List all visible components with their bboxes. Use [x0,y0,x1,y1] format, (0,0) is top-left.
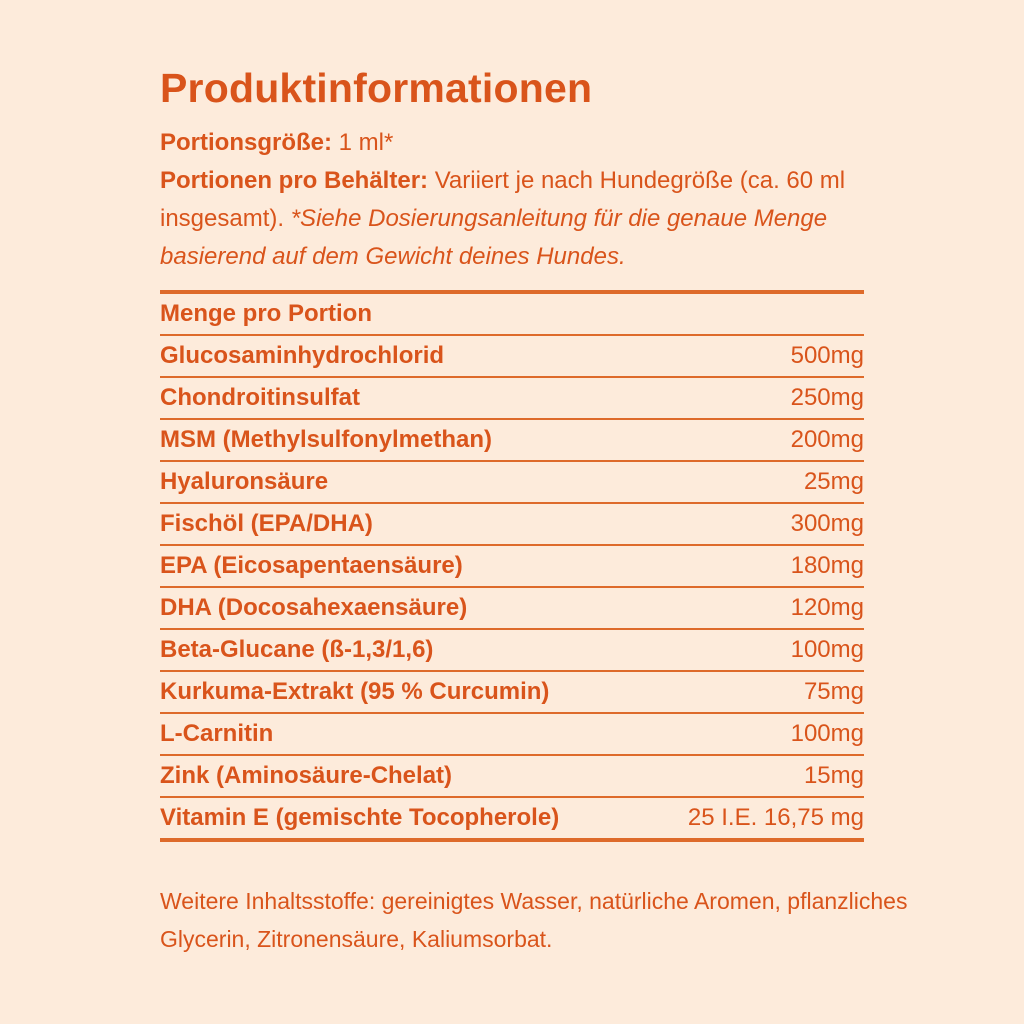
nutrient-name: Beta-Glucane (ß-1,3/1,6) [160,636,434,663]
table-row [160,714,864,756]
portion-size-line [160,124,864,162]
nutrient-amount: 25 I.E. 16,75 mg [687,804,864,831]
portions-per-container-value: Variiert je nach Hundegröße (ca. 60 ml insgesamt). [160,167,846,232]
table-row [160,378,864,420]
nutrient-name: Fischöl (EPA/DHA) [160,510,373,537]
nutrient-amount: 180mg [790,552,864,579]
portions-per-container-label: Portionen pro Behälter: [160,167,429,194]
nutrient-name: Hyaluronsäure [160,468,329,495]
serving-info [160,124,864,276]
portions-per-container-line [160,162,864,276]
table-row [160,336,864,378]
nutrient-amount: 200mg [790,426,864,453]
table-row [160,588,864,630]
nutrient-name: Vitamin E (gemischte Tocopherole) [160,804,560,831]
table-row [160,672,864,714]
table-row [160,462,864,504]
nutrient-name: Glucosaminhydrochlorid [160,342,445,369]
table-row [160,798,864,842]
nutrient-table [160,336,864,842]
nutrient-amount: 300mg [790,510,864,537]
nutrient-name: Chondroitinsulfat [160,384,360,411]
nutrient-name: Zink (Aminosäure-Chelat) [160,762,453,789]
other-ingredients: Weitere Inhaltsstoffe: gereinigtes Wasser, natürliche Aromen, pflanzliches Glycerin, Zitronensäure, Kaliumsorbat. [160,888,908,952]
nutrient-amount: 15mg [803,762,864,789]
table-row [160,504,864,546]
table-row [160,630,864,672]
nutrient-name: L-Carnitin [160,720,274,747]
nutrient-amount: 250mg [790,384,864,411]
nutrient-amount: 500mg [790,342,864,369]
product-info-panel [160,62,864,842]
table-row [160,420,864,462]
nutrient-amount: 75mg [803,678,864,705]
nutrient-amount: 120mg [790,594,864,621]
nutrient-amount: 100mg [790,720,864,747]
page-title: Produktinformationen [160,65,593,111]
table-header: Menge pro Portion [160,294,864,336]
nutrient-amount: 100mg [790,636,864,663]
portion-size-label: Portionsgröße: [160,129,332,156]
table-row [160,546,864,588]
nutrient-name: MSM (Methylsulfonylmethan) [160,426,493,453]
nutrient-name: Kurkuma-Extrakt (95 % Curcumin) [160,678,550,705]
table-row [160,756,864,798]
nutrient-name: EPA (Eicosapentaensäure) [160,552,463,579]
nutrient-name: DHA (Docosahexaensäure) [160,594,468,621]
dosage-note: *Siehe Dosierungsanleitung für die genaue Menge basierend auf dem Gewicht deines Hundes. [160,205,828,270]
portion-size-value: 1 ml* [332,129,394,156]
nutrient-amount: 25mg [803,468,864,495]
